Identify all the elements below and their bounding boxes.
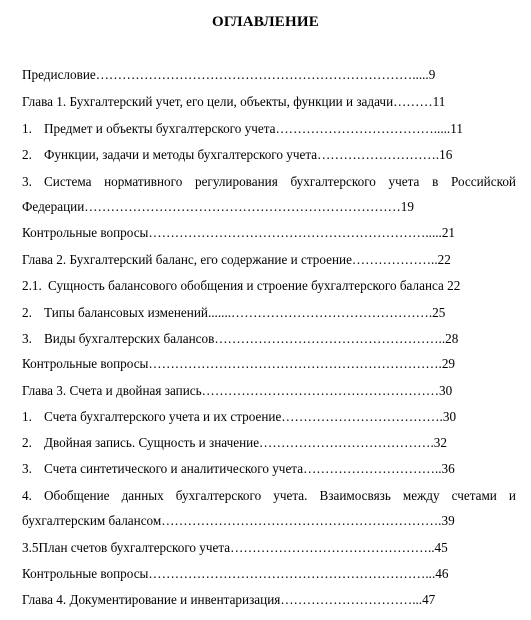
toc-entry-text: Счета бухгалтерского учета и их строение……………………………….30 — [44, 409, 457, 424]
toc-entry-text: 3.5План счетов бухгалтерского учета………………………………………..45 — [22, 540, 448, 555]
toc-entry-text: Глава 4. Документирование и инвентаризация…………………………...47 — [22, 592, 436, 607]
toc-entry-3-4-cont — [22, 513, 455, 529]
toc-entry-number: 2. — [22, 435, 32, 450]
toc-entry-2-1 — [22, 278, 460, 294]
toc-entry-text: Предмет и объекты бухгалтерского учета……………………………….....11 — [44, 121, 463, 136]
toc-entry-chapter-1 — [22, 94, 445, 110]
toc-entry-text: Виды бухгалтерских балансов……………………………………………..28 — [44, 331, 459, 346]
toc-entry-3-5 — [22, 540, 448, 556]
toc-entry-number: 3. — [22, 174, 32, 189]
toc-entry-text: Глава 3. Счета и двойная запись………………………………………………30 — [22, 383, 453, 398]
toc-entry-number: 2.1. — [22, 278, 42, 293]
toc-entry-text: Сущность балансового обобщения и строение бухгалтерского баланса 22 — [48, 278, 461, 293]
toc-entry-number: 4. — [22, 488, 32, 503]
page-title: ОГЛАВЛЕНИЕ — [212, 14, 319, 30]
toc-entry-text: Федерации………………………………………………………………19 — [22, 199, 414, 214]
toc-entry-1-3 — [22, 174, 516, 190]
toc-entry-questions-1 — [22, 225, 455, 241]
toc-entry-text: бухгалтерским балансом……………………………………………………….39 — [22, 513, 455, 528]
toc-entry-1-2 — [22, 147, 452, 163]
toc-entry-2-2 — [22, 305, 445, 321]
toc-entry-text: Контрольные вопросы……………………………………………………….....21 — [22, 225, 456, 240]
toc-entry-chapter-3 — [22, 383, 452, 399]
toc-entry-chapter-2 — [22, 252, 451, 268]
toc-entry-1-3-cont — [22, 199, 414, 215]
toc-entry-number: 2. — [22, 305, 32, 320]
toc-entry-text: Функции, задачи и методы бухгалтерского учета……………………….16 — [44, 147, 453, 162]
toc-entry-questions-2 — [22, 356, 455, 372]
toc-entry-number: 1. — [22, 409, 32, 424]
toc-entry-text: Обобщение данных бухгалтерского учета. Взаимосвязь между счетами и — [44, 488, 516, 503]
toc-entry-text: Глава 1. Бухгалтерский учет, его цели, объекты, функции и задачи………11 — [22, 94, 446, 109]
toc-entry-text: Счета синтетического и аналитического учета…………………………..36 — [44, 461, 455, 476]
toc-entry-number: 2. — [22, 147, 32, 162]
toc-entry-text: Глава 2. Бухгалтерский баланс, его содержание и строение………………..22 — [22, 252, 451, 267]
toc-entry-number: 1. — [22, 121, 32, 136]
toc-entry-2-3 — [22, 331, 458, 347]
toc-entry-1-1 — [22, 121, 463, 137]
toc-entry-text: Контрольные вопросы………………………………………………………….29 — [22, 356, 456, 371]
toc-entry-text: Двойная запись. Сущность и значение………………………………….32 — [44, 435, 447, 450]
toc-entry-3-4 — [22, 488, 516, 504]
toc-entry-text: Контрольные вопросы………………………………………………………...46 — [22, 566, 449, 581]
toc-entry-3-2 — [22, 435, 447, 451]
toc-entry-text: Система нормативного регулирования бухгалтерского учета в Российской — [44, 174, 516, 189]
toc-entry-text: Предисловие……………………………………………………………….....9 — [22, 67, 436, 82]
toc-entry-number: 3. — [22, 331, 32, 346]
toc-entry-chapter-4 — [22, 592, 435, 608]
toc-entry-text: Типы балансовых изменений.......……………………………………….25 — [44, 305, 446, 320]
toc-entry-number: 3. — [22, 461, 32, 476]
toc-entry-preface — [22, 67, 435, 83]
toc-entry-questions-3 — [22, 566, 448, 582]
toc-entry-3-3 — [22, 461, 455, 477]
toc-entry-3-1 — [22, 409, 456, 425]
